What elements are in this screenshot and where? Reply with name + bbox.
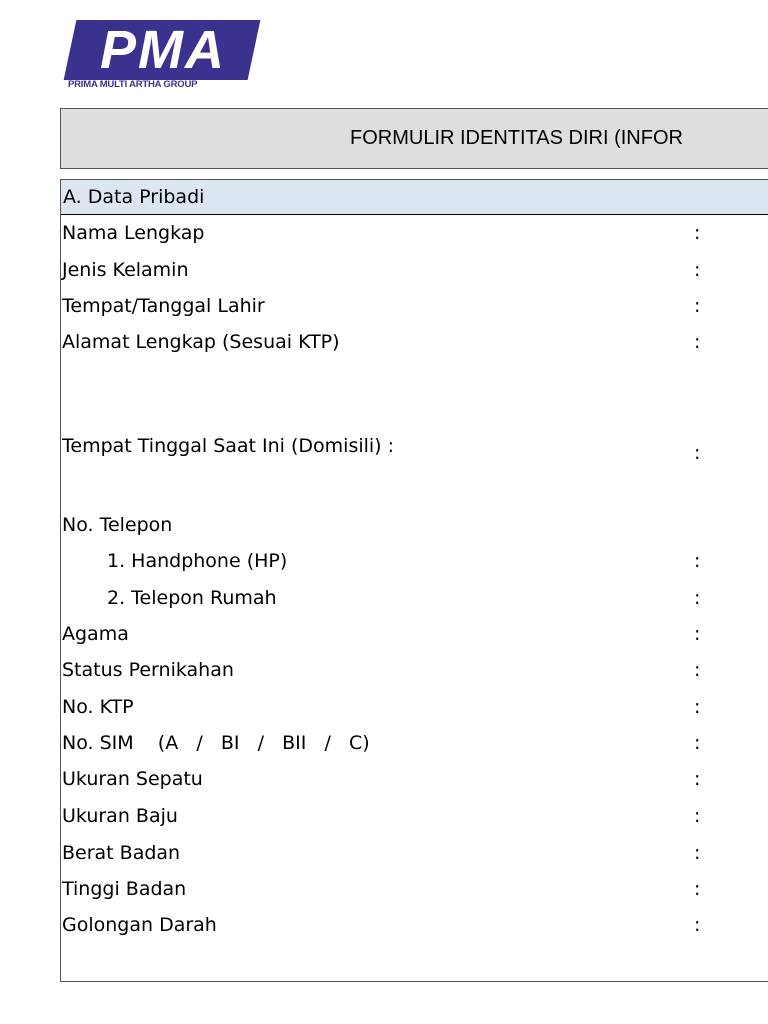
colon-handphone: : bbox=[694, 550, 701, 572]
colon-telepon-rumah: : bbox=[694, 587, 701, 609]
colon-berat-badan: : bbox=[694, 842, 701, 864]
form-title: FORMULIR IDENTITAS DIRI (INFOR bbox=[350, 127, 683, 149]
section-header-data-pribadi bbox=[61, 180, 768, 215]
colon-nama-lengkap: : bbox=[694, 222, 701, 244]
label-berat-badan: Berat Badan bbox=[62, 842, 181, 864]
colon-jenis-kelamin: : bbox=[694, 259, 701, 281]
colon-ukuran-baju: : bbox=[694, 805, 701, 827]
colon-domisili: : bbox=[694, 442, 701, 464]
colon-golongan-darah: : bbox=[694, 914, 701, 936]
colon-agama: : bbox=[694, 623, 701, 645]
colon-alamat-lengkap: : bbox=[694, 331, 701, 353]
colon-tempat-tanggal-lahir: : bbox=[694, 295, 701, 317]
label-no-ktp: No. KTP bbox=[62, 696, 134, 718]
label-nama-lengkap: Nama Lengkap bbox=[62, 222, 205, 244]
company-logo bbox=[68, 18, 258, 92]
colon-ukuran-sepatu: : bbox=[694, 768, 701, 790]
label-agama: Agama bbox=[62, 623, 129, 645]
colon-no-ktp: : bbox=[694, 696, 701, 718]
section-title: A. Data Pribadi bbox=[63, 186, 205, 208]
colon-no-sim: : bbox=[694, 732, 701, 754]
label-jenis-kelamin: Jenis Kelamin bbox=[62, 259, 189, 281]
logo-letters: PMA bbox=[100, 20, 226, 80]
label-no-sim: No. SIM (A / BI / BII / C) bbox=[62, 732, 370, 754]
label-status-pernikahan: Status Pernikahan bbox=[62, 659, 234, 681]
label-telepon-rumah: 2. Telepon Rumah bbox=[107, 587, 277, 609]
label-ukuran-sepatu: Ukuran Sepatu bbox=[62, 768, 203, 790]
label-tempat-tanggal-lahir: Tempat/Tanggal Lahir bbox=[62, 295, 265, 317]
label-handphone: 1. Handphone (HP) bbox=[107, 550, 288, 572]
colon-tinggi-badan: : bbox=[694, 878, 701, 900]
form-title-box bbox=[60, 108, 768, 169]
label-golongan-darah: Golongan Darah bbox=[62, 914, 217, 936]
label-tinggi-badan: Tinggi Badan bbox=[62, 878, 187, 900]
colon-status-pernikahan: : bbox=[694, 659, 701, 681]
logo-subtitle: PRIMA MULTI ARTHA GROUP bbox=[68, 79, 198, 90]
label-ukuran-baju: Ukuran Baju bbox=[62, 805, 178, 827]
label-domisili: Tempat Tinggal Saat Ini (Domisili) : bbox=[62, 435, 395, 457]
label-no-telepon: No. Telepon bbox=[62, 514, 173, 536]
label-alamat-lengkap: Alamat Lengkap (Sesuai KTP) bbox=[62, 331, 340, 353]
